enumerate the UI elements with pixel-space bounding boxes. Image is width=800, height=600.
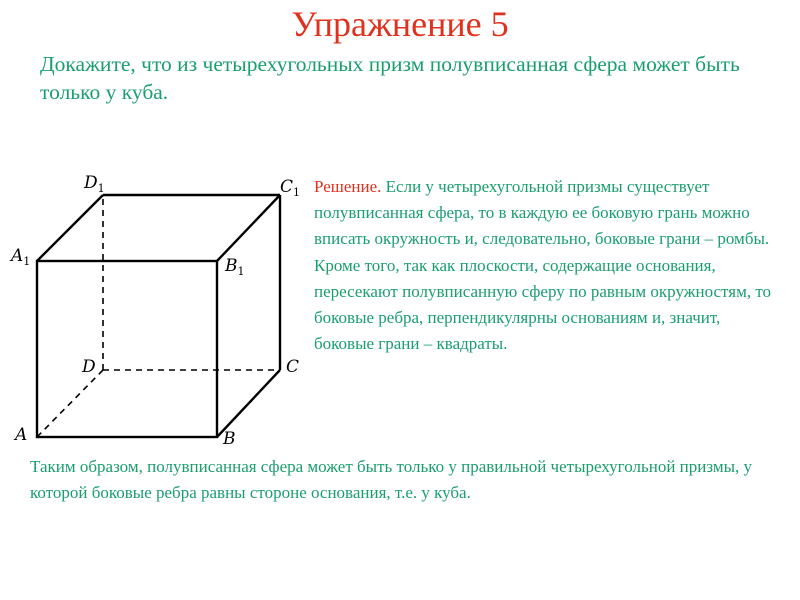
solution-body: Если у четырехугольной призмы существует полувписанная сфера, то в каждую ее боковую грань можно вписать окружность и, следовательно, боковые грани – ромбы. Кроме того, так как плоскости, содержащие основания, пересекают полувписанную сферу по равным окружностям, то боковые ребра, перпендикулярны основаниям и, значит, боковые грани – квадраты.: [314, 177, 772, 354]
solution-text: [314, 174, 784, 357]
edge-B1-C1: [217, 195, 280, 261]
conclusion-text: Таким образом, полувписанная сфера может быть только у правильной четырехугольной призмы, у которой боковые ребра равны стороне основания, т.е. у куба.: [30, 457, 753, 502]
task-statement: Докажите, что из четырехугольных призм полувписанная сфера может быть только у куба.: [40, 52, 740, 104]
label-A1: $A_1$: [11, 246, 31, 268]
label-C1: $C_1$: [280, 177, 301, 199]
solution-lead: Решение.: [314, 177, 382, 196]
cube-figure: [0, 160, 310, 450]
label-B1: $B_1$: [225, 256, 245, 278]
label-C: C: [286, 357, 300, 377]
slide-title: Упражнение 5: [291, 4, 509, 44]
edge-B-C: [217, 370, 280, 437]
label-B: B: [223, 429, 236, 449]
label-D1: $D_1$: [84, 173, 105, 195]
edge-A1-D1: [37, 195, 103, 261]
label-D: D: [82, 357, 96, 377]
label-A: A: [15, 425, 28, 445]
edge-A-D: [37, 370, 103, 437]
